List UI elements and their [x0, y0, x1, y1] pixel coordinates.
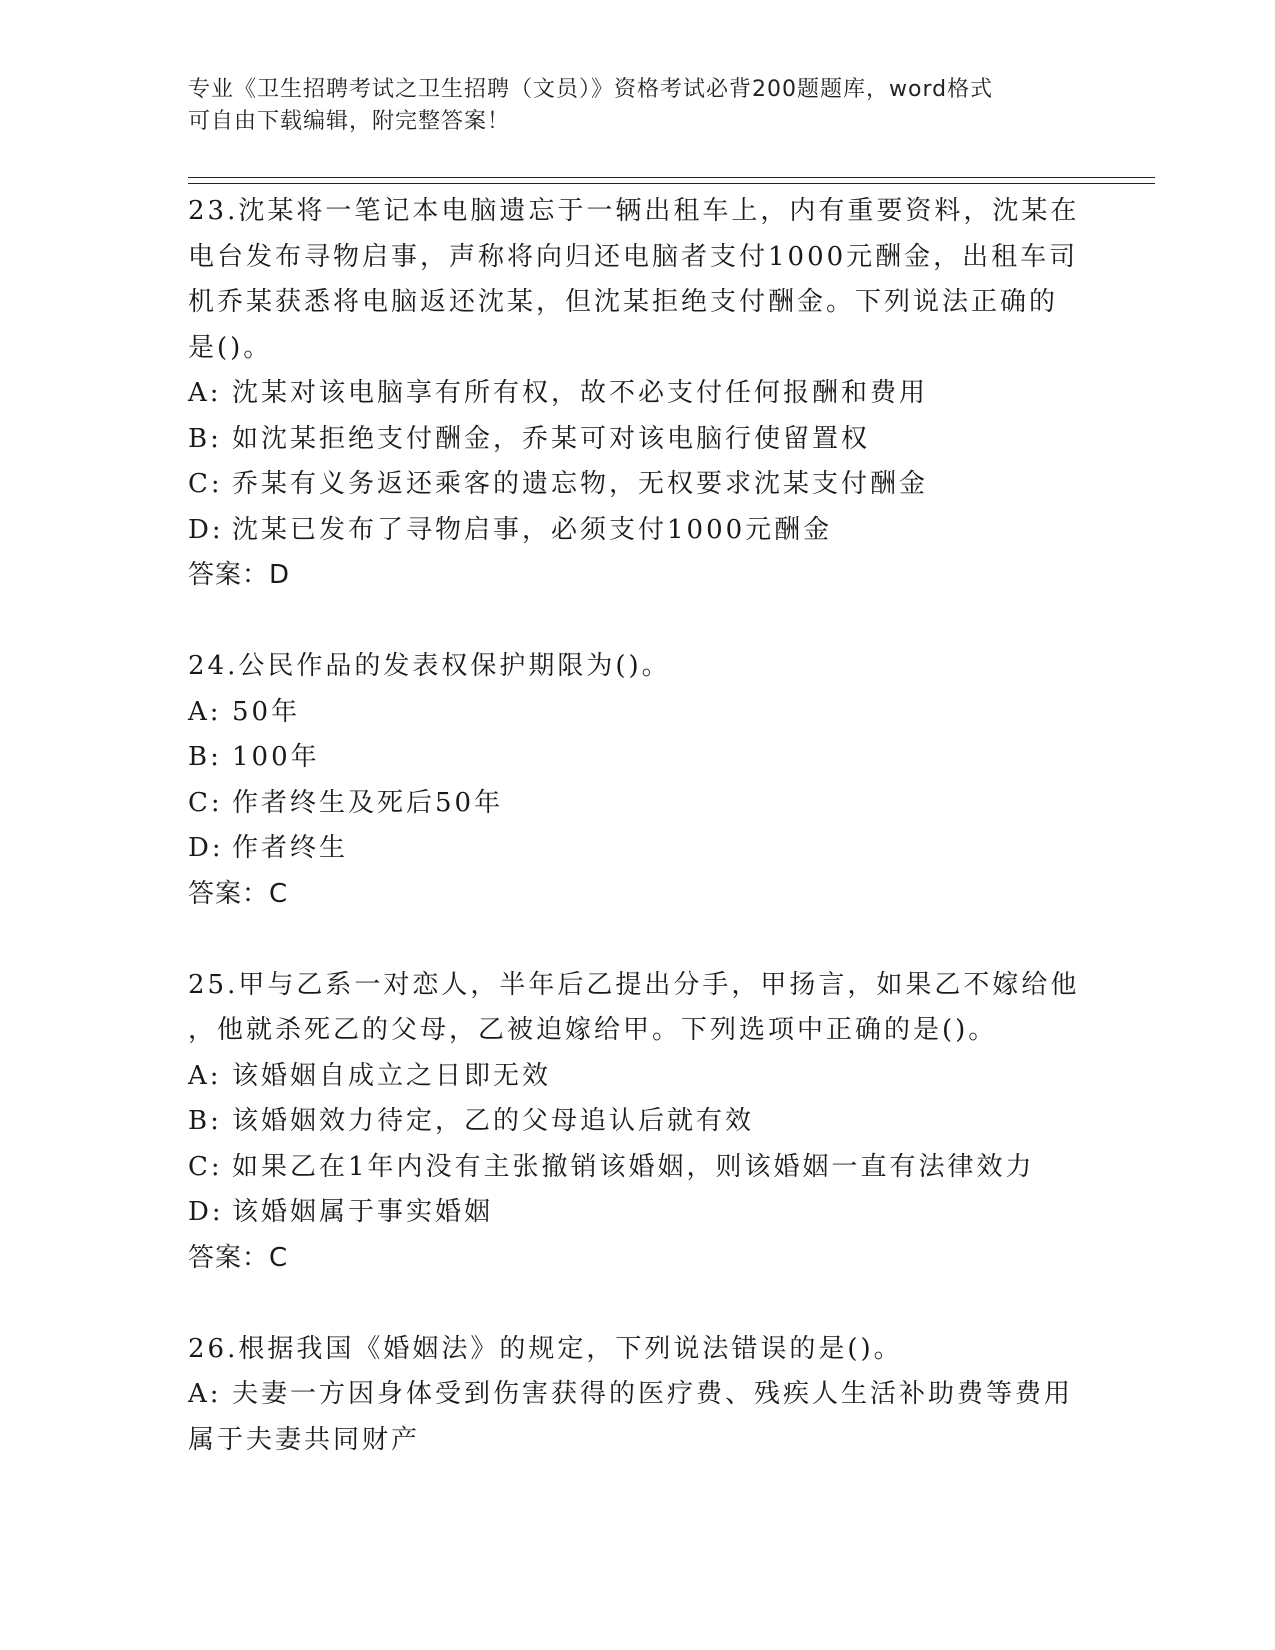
option-label: A: [188, 1379, 222, 1409]
stem-line: 是()。 [188, 332, 273, 363]
option-text: 100年 [232, 742, 320, 772]
option-text: 该婚姻效力待定，乙的父母追认后就有效 [232, 1106, 755, 1136]
option-text: 沈某对该电脑享有所有权，故不必支付任何报酬和费用 [232, 378, 929, 408]
option-d [188, 1190, 1068, 1236]
option-b [188, 417, 1068, 463]
option-label: D: [188, 514, 224, 545]
question-26 [188, 1327, 1074, 1464]
option-text: 夫妻一方因身体受到伤害获得的医疗费、残疾人生活补助费等费用 [232, 1379, 1074, 1409]
stem-line: 25.甲与乙系一对恋人，半年后乙提出分手，甲扬言，如果乙不嫁给他 [188, 969, 1080, 1000]
option-b [188, 1099, 1068, 1145]
option-text: 如沈某拒绝支付酬金，乔某可对该电脑行使留置权 [232, 423, 871, 454]
option-c [188, 462, 1068, 508]
question-23 [188, 189, 1080, 599]
option-label: D: [188, 1197, 224, 1227]
option-label: A: [188, 696, 222, 727]
question-25 [188, 963, 1080, 1282]
header-divider-bottom [188, 183, 1155, 184]
option-text: 50年 [232, 696, 301, 727]
option-b [188, 735, 1068, 781]
question-stem [188, 963, 1080, 1054]
option-label: B: [188, 1106, 222, 1136]
option-text: 作者终生 [232, 833, 349, 863]
stem-line: 电台发布寻物启事，声称将向归还电脑者支付1000元酬金，出租车司 [188, 241, 1079, 272]
stem-line: 23.沈某将一笔记本电脑遗忘于一辆出租车上，内有重要资料，沈某在 [188, 196, 1080, 226]
stem-line: 机乔某获悉将电脑返还沈某，但沈某拒绝支付酬金。下列说法正确的 [188, 287, 1059, 317]
option-d [188, 508, 1068, 554]
option-text: 沈某已发布了寻物启事，必须支付1000元酬金 [232, 514, 833, 545]
question-stem [188, 189, 1080, 371]
question-stem [188, 644, 1068, 690]
document-header [188, 74, 1068, 138]
question-list [188, 189, 1080, 1463]
option-a [188, 371, 1068, 417]
header-title-line-1: 专业《卫生招聘考试之卫生招聘（文员）》资格考试必背200题题库，word格式 [188, 77, 994, 102]
option-text: 该婚姻自成立之日即无效 [232, 1060, 552, 1091]
option-text: 该婚姻属于事实婚姻 [232, 1197, 494, 1227]
question-24 [188, 644, 1068, 917]
answer-line: 答案：D [188, 560, 291, 590]
question-stem [188, 1327, 1068, 1373]
option-label: C: [188, 787, 223, 818]
question-spacer [188, 917, 1068, 963]
option-text: 乔某有义务返还乘客的遗忘物，无权要求沈某支付酬金 [232, 469, 929, 499]
option-label: D: [188, 833, 224, 863]
option-text: 如果乙在1年内没有主张撤销该婚姻，则该婚姻一直有法律效力 [232, 1151, 1035, 1182]
option-a [188, 1372, 1074, 1418]
option-text: 属于夫妻共同财产 [188, 1424, 421, 1455]
option-label: B: [188, 742, 222, 772]
option-label: B: [188, 423, 222, 454]
stem-line: 26.根据我国《婚姻法》的规定，下列说法错误的是()。 [188, 1333, 903, 1364]
option-label: A: [188, 1060, 222, 1091]
header-divider-top [188, 177, 1155, 178]
option-a [188, 690, 1068, 736]
option-c [188, 1145, 1068, 1191]
option-a-continuation [188, 1418, 1068, 1464]
stem-line: 24.公民作品的发表权保护期限为()。 [188, 651, 671, 681]
option-text: 作者终生及死后50年 [232, 787, 504, 818]
stem-line: ，他就杀死乙的父母，乙被迫嫁给甲。下列选项中正确的是()。 [188, 1015, 998, 1045]
question-spacer [188, 599, 1068, 645]
answer-line: 答案：C [188, 1242, 289, 1273]
option-label: A: [188, 378, 222, 408]
option-d [188, 826, 1068, 872]
option-label: C: [188, 1151, 223, 1182]
question-spacer [188, 1281, 1068, 1327]
header-title-line-2: 可自由下载编辑，附完整答案！ [188, 109, 511, 134]
option-a [188, 1054, 1068, 1100]
answer-line: 答案：C [188, 878, 289, 909]
option-label: C: [188, 469, 223, 499]
option-c [188, 781, 1068, 827]
